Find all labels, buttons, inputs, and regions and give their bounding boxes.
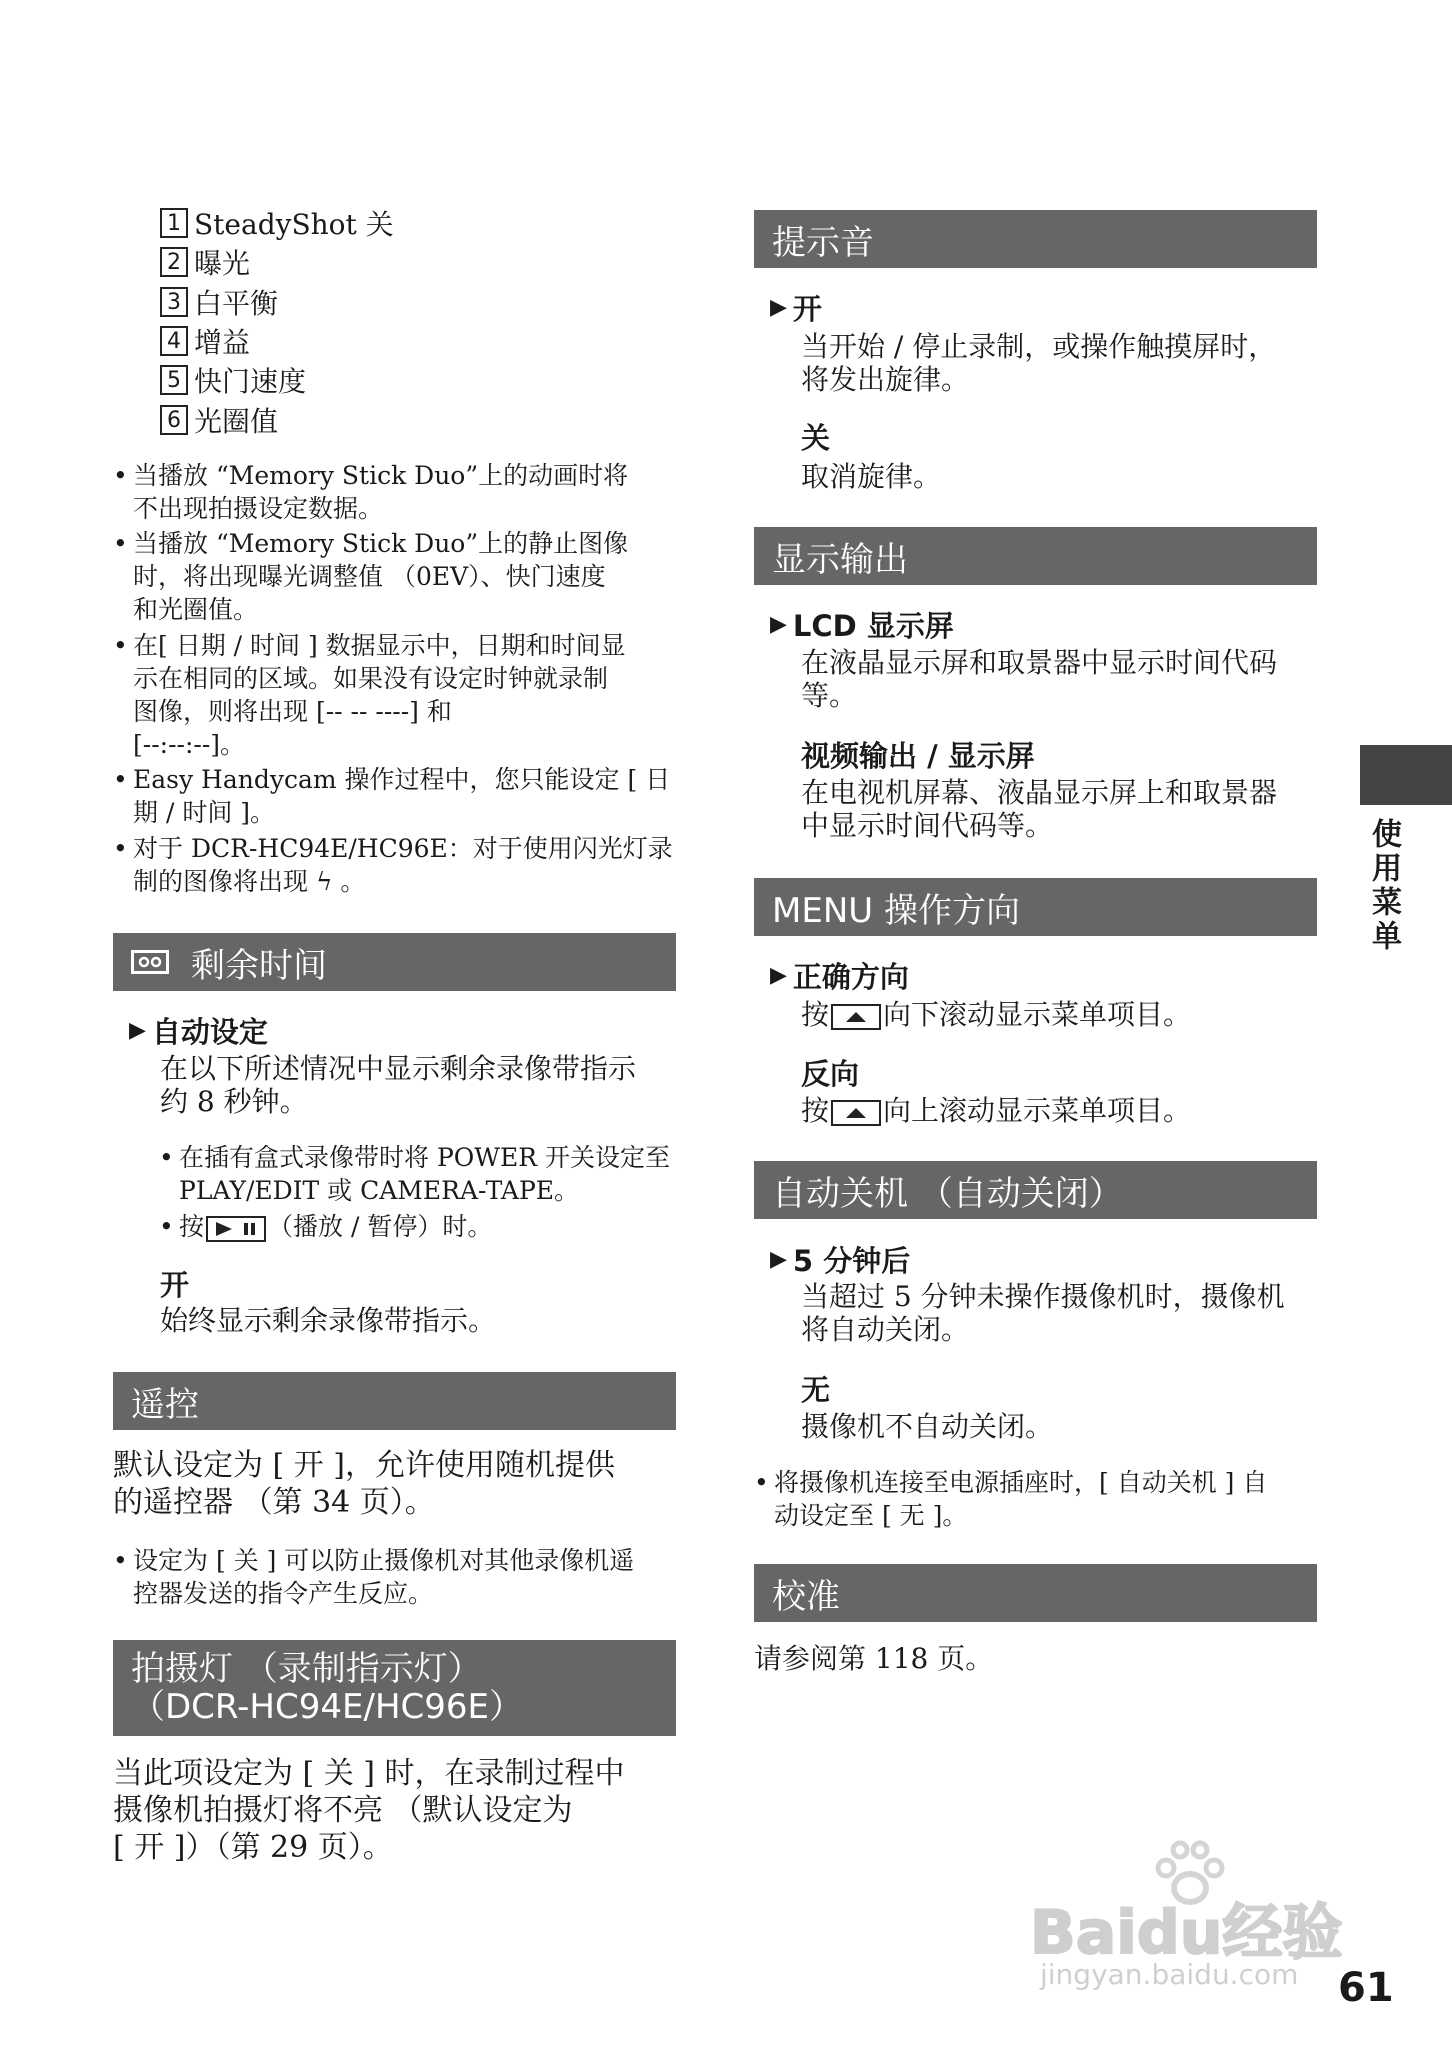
note-line: 期 / 时间 ]。 (133, 798, 276, 827)
paragraph (113, 1755, 625, 1866)
option-title (801, 734, 1035, 775)
section-header-display-output (754, 527, 1317, 585)
watermark-text: Bai (1030, 1898, 1137, 1968)
note-line: 当播放 “Memory Stick Duo”上的动画时将 (133, 461, 629, 490)
option-label: 反向 (801, 1057, 860, 1091)
list-text: 增益 (194, 326, 251, 359)
option-title (801, 1368, 830, 1409)
section-title: 拍摄灯 （录制指示灯） (131, 1649, 482, 1689)
section-header-calibration (754, 1564, 1317, 1622)
list-item (160, 403, 278, 437)
list-text: SteadyShot 关 (194, 208, 394, 241)
option-desc (160, 1304, 496, 1337)
desc-line: 中显示时间代码等。 (801, 809, 1054, 842)
watermark-url: jingyan.baidu.com (1040, 1958, 1299, 1991)
desc-line: 在电视机屏幕、液晶显示屏上和取景器 (801, 776, 1278, 809)
option-title (160, 1263, 189, 1304)
desc-line: 当开始 / 停止录制，或操作触摸屏时， (801, 330, 1277, 363)
note-bullet: • Easy Handycam 操作过程中，您只能设定 [ 日 期 / 时间 ]。 (113, 765, 671, 827)
note-line: 在插有盒式录像带时将 POWER 开关设定至 (179, 1143, 670, 1172)
para-line: 的遥控器 （第 34 页）。 (113, 1485, 435, 1520)
option-desc (801, 776, 1277, 842)
section-header-remote (113, 1372, 676, 1430)
note-line: 当播放 “Memory Stick Duo”上的静止图像 (133, 529, 629, 558)
desc-line: 在液晶显示屏和取景器中显示时间代码 (801, 646, 1278, 679)
list-number: 6 (160, 405, 188, 435)
option-title (770, 1239, 910, 1280)
section-header-menu-direction (754, 878, 1317, 936)
list-number: 3 (160, 287, 188, 317)
option-title (770, 287, 822, 328)
option-desc (801, 646, 1277, 712)
note-line: 将摄像机连接至电源插座时，[ 自动关机 ] 自 (774, 1468, 1268, 1497)
option-label: 正确方向 (792, 960, 909, 994)
note-line: 在[ 日期 / 时间 ] 数据显示中，日期和时间显 (133, 631, 626, 660)
para-line: 默认设定为 [ 开 ]，允许使用随机提供 (113, 1448, 616, 1483)
desc-text: 按 (801, 1094, 830, 1127)
note-line: Easy Handycam 操作过程中，您只能设定 [ 日 (133, 765, 671, 794)
desc-line: 始终显示剩余录像带指示。 (160, 1304, 497, 1337)
note-bullet: • 设定为 [ 关 ] 可以防止摄像机对其他录像机遥 控器发送的指令产生反应。 (113, 1546, 635, 1608)
option-desc (801, 330, 1276, 396)
desc-text: 向上滚动显示菜单项目。 (883, 1094, 1192, 1127)
up-arrow-icon (831, 1004, 881, 1030)
list-number: 4 (160, 326, 188, 356)
desc-line: 将发出旋律。 (801, 363, 970, 396)
section-title: 校准 (772, 1576, 840, 1617)
option-label: 无 (801, 1373, 831, 1407)
note-line: 制的图像将出现 ϟ 。 (133, 867, 366, 896)
paragraph (754, 1640, 993, 1677)
note-bullet: • 当播放 “Memory Stick Duo”上的静止图像 时，将出现曝光调整值 （0EV）、快门速度 和光圈值。 (113, 529, 629, 624)
up-arrow-icon (831, 1100, 881, 1126)
list-text: 白平衡 (194, 287, 279, 320)
para-line: 请参阅第 118 页。 (754, 1642, 994, 1675)
option-title (801, 1052, 859, 1093)
desc-line: 在以下所述情况中显示剩余录像带指示 (160, 1052, 637, 1085)
list-text: 光圈值 (194, 405, 279, 438)
option-label: 视频输出 / 显示屏 (801, 739, 1035, 773)
note-bullet: • 将摄像机连接至电源插座时，[ 自动关机 ] 自 动设定至 [ 无 ]。 (754, 1468, 1268, 1530)
watermark-text: 经验 (1222, 1898, 1343, 1968)
option-label: LCD 显示屏 (792, 609, 954, 643)
list-number: 1 (160, 208, 188, 238)
list-item (160, 285, 278, 319)
note-line: 对于 DCR-HC94E/HC96E：对于使用闪光灯录 (133, 834, 673, 863)
note-line: 控器发送的指令产生反应。 (133, 1579, 434, 1608)
option-title (129, 1010, 268, 1051)
note-line: [--:--:--]。 (133, 730, 246, 759)
side-tab-label: 使用菜单 (1366, 818, 1401, 954)
para-line: [ 开 ]）（第 29 页）。 (113, 1830, 393, 1865)
option-desc (801, 1094, 1191, 1127)
desc-text: 按 (801, 998, 830, 1031)
option-label: 自动设定 (151, 1015, 268, 1049)
option-desc (801, 998, 1191, 1031)
page-number: 61 (1338, 1965, 1394, 2011)
list-item (160, 363, 306, 397)
note-line: PLAY/EDIT 或 CAMERA-TAPE。 (179, 1176, 580, 1205)
play-pause-icon (206, 1216, 266, 1242)
section-title: 剩余时间 (191, 945, 327, 986)
note-line: 示在相同的区域。如果没有设定时钟就录制 (133, 664, 609, 693)
note-line: 动设定至 [ 无 ]。 (774, 1501, 968, 1530)
triangle-icon: ▶ (770, 963, 787, 988)
section-title: 遥控 (131, 1384, 199, 1425)
section-header-beep (754, 210, 1317, 268)
list-item (160, 324, 250, 358)
note-line: 时，将出现曝光调整值 （0EV）、快门速度 (133, 562, 606, 591)
note-bullet: • 在[ 日期 / 时间 ] 数据显示中，日期和时间显 示在相同的区域。如果没有设定时钟就录制 图像，则将出现 [-- -- ----] 和 [--:--:--]。 (113, 631, 626, 759)
note-line: 设定为 [ 关 ] 可以防止摄像机对其他录像机遥 (133, 1546, 635, 1575)
option-label: 开 (792, 292, 822, 326)
desc-line: 摄像机不自动关闭。 (801, 1410, 1054, 1443)
desc-line: 当超过 5 分钟未操作摄像机时，摄像机 (801, 1280, 1285, 1313)
option-label: 开 (160, 1268, 190, 1302)
option-desc (801, 460, 941, 493)
note-line: 不出现拍摄设定数据。 (133, 494, 384, 523)
note-bullet: • 对于 DCR-HC94E/HC96E：对于使用闪光灯录 制的图像将出现 ϟ 。 (113, 834, 673, 896)
watermark (1030, 1840, 1360, 1990)
note-text: 按 (179, 1212, 205, 1241)
list-number: 2 (160, 247, 188, 277)
paragraph (113, 1447, 615, 1521)
note-bullet: • 当播放 “Memory Stick Duo”上的动画时将 不出现拍摄设定数据。 (113, 461, 629, 523)
option-label: 关 (801, 421, 831, 455)
desc-line: 约 8 秒钟。 (160, 1085, 308, 1118)
section-title: 显示输出 (772, 539, 908, 580)
desc-line: 取消旋律。 (801, 460, 942, 493)
section-header-remaining-time (113, 933, 676, 991)
list-text: 快门速度 (194, 365, 307, 398)
section-header-lamp (113, 1640, 676, 1736)
desc-line: 将自动关闭。 (801, 1313, 970, 1346)
option-desc (160, 1052, 636, 1118)
note-text: （播放 / 暂停）时。 (268, 1212, 493, 1241)
desc-text: 向下滚动显示菜单项目。 (883, 998, 1192, 1031)
section-title: 提示音 (772, 222, 874, 263)
option-label: 5 分钟后 (792, 1244, 911, 1278)
sub-bullet: • 在插有盒式录像带时将 POWER 开关设定至 PLAY/EDIT 或 CAMERA-TAPE。 (159, 1143, 670, 1205)
list-item (160, 245, 250, 279)
desc-line: 等。 (801, 679, 858, 712)
option-title (770, 955, 909, 996)
section-header-auto-off (754, 1161, 1317, 1219)
list-number: 5 (160, 365, 188, 395)
list-text: 曝光 (194, 247, 251, 280)
note-line: 图像，则将出现 [-- -- ----] 和 (133, 697, 452, 726)
triangle-icon: ▶ (770, 1247, 787, 1272)
option-title (770, 604, 954, 645)
section-title: MENU 操作方向 (772, 890, 1020, 931)
option-desc (801, 1410, 1053, 1443)
option-title (801, 416, 830, 457)
section-title: 自动关机 （自动关闭） (772, 1173, 1123, 1214)
watermark-text: du (1136, 1898, 1223, 1968)
triangle-icon: ▶ (129, 1018, 146, 1043)
sub-bullet: • 按 （播放 / 暂停）时。 (159, 1212, 493, 1241)
cassette-icon (131, 950, 169, 974)
triangle-icon: ▶ (770, 612, 787, 637)
list-item (160, 206, 394, 240)
section-title: （DCR-HC94E/HC96E） (131, 1687, 523, 1727)
option-desc (801, 1280, 1285, 1346)
para-line: 摄像机拍摄灯将不亮 （默认设定为 (113, 1793, 573, 1828)
triangle-icon: ▶ (770, 295, 787, 320)
note-line: 和光圈值。 (133, 595, 259, 624)
para-line: 当此项设定为 [ 关 ] 时，在录制过程中 (113, 1756, 625, 1791)
side-tab-block (1360, 745, 1452, 805)
